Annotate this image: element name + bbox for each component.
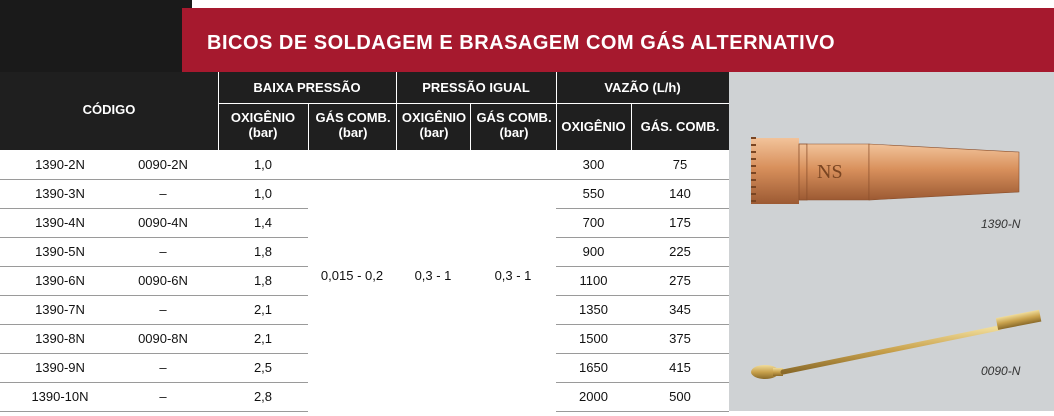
code-1390: 1390-2N [35,157,85,172]
row-separator [0,179,729,180]
oxygen-low-pressure: 2,1 [253,302,273,317]
code-0090: – [159,186,167,201]
row-separator [556,324,729,325]
flow-gas: 140 [669,186,691,201]
header-black-tab [0,0,192,72]
flow-oxygen: 700 [582,215,605,230]
flow-oxygen: 300 [582,157,605,172]
code-1390: 1390-4N [35,215,85,230]
code-1390: 1390-10N [31,389,89,404]
header-oxigenio-bar: OXIGÊNIO (bar) [401,110,467,140]
code-0090: – [159,389,167,404]
flow-oxygen: 1350 [579,302,608,317]
product-photo-panel [729,72,1054,411]
oxygen-low-pressure: 2,5 [253,360,273,375]
flow-gas: 175 [669,215,691,230]
flow-gas: 345 [669,302,691,317]
flow-oxygen: 900 [582,244,605,259]
page-title: BICOS DE SOLDAGEM E BRASAGEM COM GÁS ALTERNATIVO [207,32,836,54]
row-separator [556,266,729,267]
code-0090: 0090-4N [138,215,188,230]
row-separator [0,208,308,209]
code-1390: 1390-8N [35,331,85,346]
flow-gas: 75 [672,157,688,172]
header-codigo: CÓDIGO [82,102,136,117]
oxygen-low-pressure: 1,0 [253,157,273,172]
row-separator [556,237,729,238]
oxygen-low-pressure: 1,0 [253,186,273,201]
flow-oxygen: 2000 [579,389,608,404]
code-0090: – [159,302,167,317]
header-vazao: VAZÃO (L/h) [604,80,681,95]
merged-oxy-equal: 0,3 - 1 [414,268,452,283]
code-0090: 0090-2N [138,157,188,172]
header-baixa-pressao: BAIXA PRESSÃO [253,80,361,95]
row-separator [0,266,308,267]
header-pressao-igual: PRESSÃO IGUAL [422,80,530,95]
flow-oxygen: 550 [582,186,605,201]
flow-oxygen: 1100 [579,273,608,288]
row-separator [556,382,729,383]
code-0090: – [159,360,167,375]
flow-gas: 275 [669,273,691,288]
flow-gas: 415 [669,360,691,375]
code-0090: 0090-6N [138,273,188,288]
caption-tube: 0090-N [981,364,1021,378]
header-divider [470,103,471,150]
nozzle-marking: NS [817,161,843,183]
header-gas-comb-bar: GÁS COMB. (bar) [476,110,552,140]
header-gas-comb: GÁS. COMB. [640,119,720,134]
merged-gas-equal: 0,3 - 1 [494,268,532,283]
code-0090: 0090-8N [138,331,188,346]
code-1390: 1390-6N [35,273,85,288]
header-oxigenio-bar: OXIGÊNIO (bar) [230,110,296,140]
header-divider [308,103,309,150]
flow-gas: 375 [669,331,691,346]
header-gas-comb-bar: GÁS COMB. (bar) [315,110,391,140]
nozzle-1390-icon [751,138,1019,204]
row-separator [0,382,308,383]
product-illustrations [729,72,1054,411]
row-separator [556,295,729,296]
row-separator [556,208,729,209]
row-separator [0,411,308,412]
row-separator [556,411,729,412]
flow-gas: 500 [669,389,691,404]
code-1390: 1390-9N [35,360,85,375]
oxygen-low-pressure: 2,1 [253,331,273,346]
row-separator [0,324,308,325]
row-separator [556,353,729,354]
merged-gas-low: 0,015 - 0,2 [320,268,384,283]
header-divider [218,103,729,104]
caption-nozzle: 1390-N [981,217,1021,231]
flow-oxygen: 1500 [579,331,608,346]
oxygen-low-pressure: 1,8 [253,244,273,259]
row-separator [0,353,308,354]
oxygen-low-pressure: 1,4 [253,215,273,230]
row-separator [0,295,308,296]
flow-gas: 225 [669,244,691,259]
oxygen-low-pressure: 2,8 [253,389,273,404]
code-0090: – [159,244,167,259]
header-oxigenio: OXIGÊNIO [561,119,626,134]
oxygen-low-pressure: 1,8 [253,273,273,288]
flow-oxygen: 1650 [579,360,608,375]
row-separator [0,237,308,238]
code-1390: 1390-7N [35,302,85,317]
code-1390: 1390-5N [35,244,85,259]
code-1390: 1390-3N [35,186,85,201]
